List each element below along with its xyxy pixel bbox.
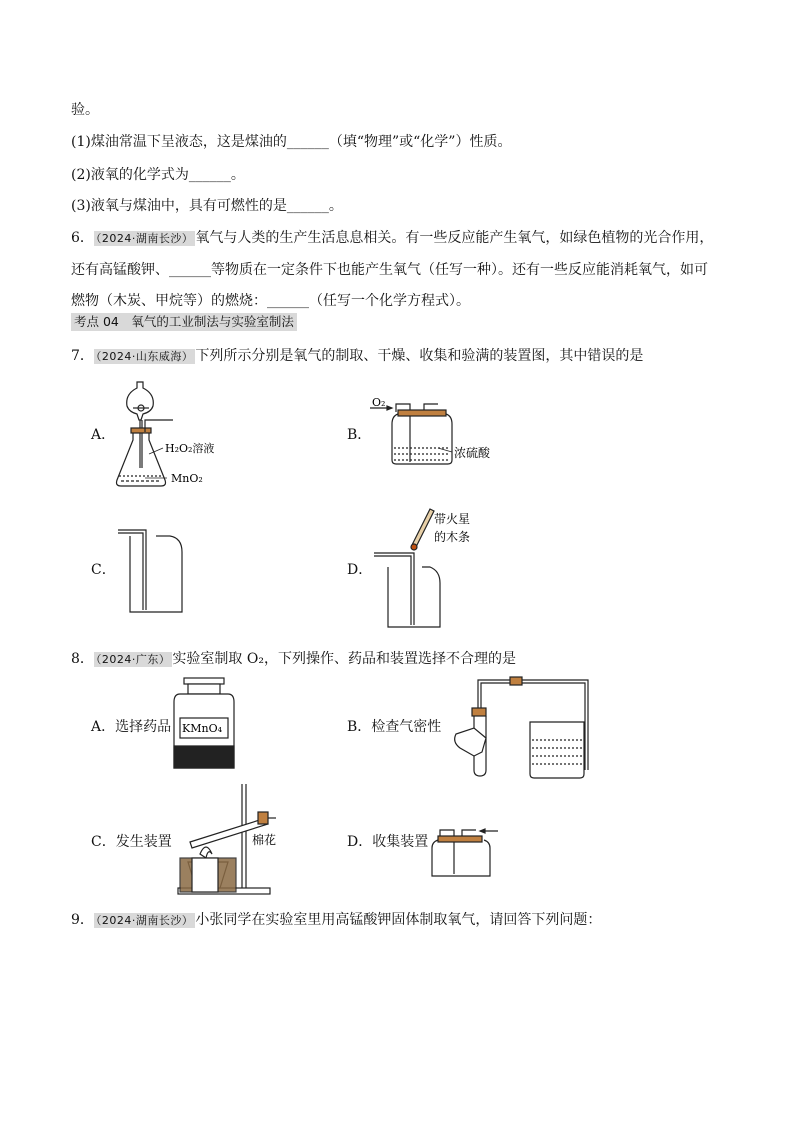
- collection-apparatus-diagram: [428, 824, 508, 880]
- flask-apparatus-diagram: [105, 378, 235, 493]
- mno2-label: MnO₂: [171, 472, 203, 485]
- acid-label: 浓硫酸: [454, 446, 491, 460]
- h2o2-label: H₂O₂溶液: [165, 442, 215, 455]
- question-text: 实验室制取 O₂，下列操作、药品和装置选择不合理的是: [172, 651, 516, 667]
- question-number: 8．: [71, 651, 94, 667]
- source-tag: （2024·湖南长沙）: [95, 914, 194, 927]
- o2-label: O₂: [372, 396, 386, 409]
- question-5-part-1: (1)煤油常温下呈液态，这是煤油的______（填“物理”或“化学”）性质。: [71, 134, 512, 150]
- cotton-label: 棉花: [252, 833, 277, 847]
- option-d-label: D．: [347, 562, 373, 578]
- question-text: 下列所示分别是氧气的制取、干燥、收集和验满的装置图，其中错误的是: [195, 348, 644, 364]
- reagent-bottle-diagram: [170, 676, 242, 772]
- option-c-label: C．: [91, 562, 116, 578]
- question-6-line-2: 还有高锰酸钾、______等物质在一定条件下也能产生氧气（任写一种）。还有一些反应能消耗氧气，如可: [71, 262, 708, 278]
- source-tag: （2024·广东）: [95, 653, 171, 666]
- drying-bottle-diagram: [368, 396, 498, 470]
- option-b-label: B．: [347, 427, 372, 443]
- splint-label-2: 的木条: [434, 530, 471, 544]
- question-5-part-2: (2)液氧的化学式为______。: [71, 167, 245, 183]
- generator-apparatus-diagram: [170, 780, 290, 898]
- splint-label-1: 带火星: [434, 512, 471, 526]
- option-a-label: A．: [91, 427, 116, 443]
- option-a-label: A．选择药品: [91, 719, 172, 735]
- option-d-label: D．收集装置: [347, 834, 429, 850]
- source-tag: （2024·山东威海）: [95, 350, 194, 363]
- question-number: 9．: [71, 912, 94, 928]
- question-6-line-3: 燃物（木炭、甲烷等）的燃烧：______（任写一个化学方程式）。: [71, 293, 470, 309]
- question-text: 氧气与人类的生产生活息息相关。有一些反应能产生氧气，如绿色植物的光合作用，: [195, 230, 714, 246]
- question-7: [71, 347, 643, 366]
- question-9: [71, 911, 601, 930]
- option-c-label: C．发生装置: [91, 834, 172, 850]
- text-line: 验。: [71, 102, 99, 118]
- question-number: 7．: [71, 348, 94, 364]
- collection-bottle-diagram: [116, 524, 196, 614]
- question-8: [71, 650, 516, 669]
- question-5-part-3: (3)液氧与煤油中，具有可燃性的是______。: [71, 198, 343, 214]
- section-title: 考点 04 氧气的工业制法与实验室制法: [71, 313, 297, 331]
- question-text: 小张同学在实验室里用高锰酸钾固体制取氧气，请回答下列问题：: [195, 912, 602, 928]
- option-b-label: B．检查气密性: [347, 719, 442, 735]
- airtightness-check-diagram: [440, 674, 590, 778]
- question-number: 6．: [71, 230, 94, 246]
- splint-test-diagram: [372, 505, 502, 630]
- kmno4-label: KMnO₄: [182, 722, 222, 735]
- source-tag: （2024·湖南长沙）: [95, 232, 194, 245]
- question-6: [71, 229, 713, 248]
